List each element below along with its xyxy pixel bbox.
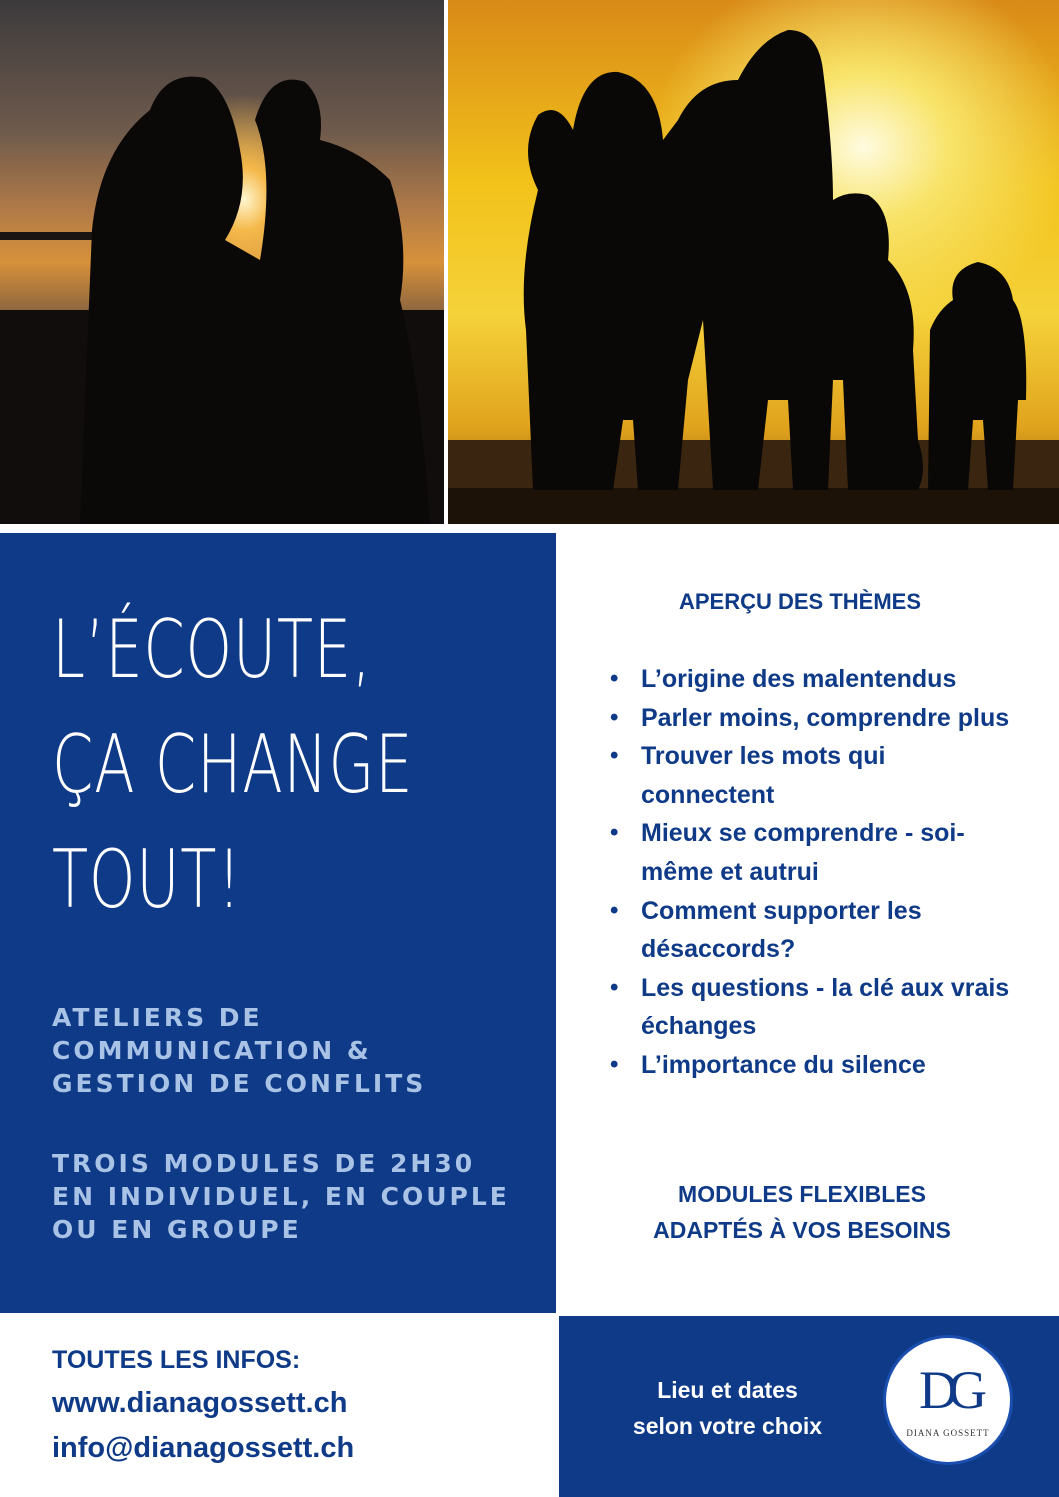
modules-line-3: OU EN GROUPE (52, 1215, 302, 1244)
themes-list (610, 660, 1010, 1085)
headline-line-1: L’ÉCOUTE, (52, 603, 372, 696)
logo-name: DIANA GOSSETT (906, 1428, 990, 1438)
location-text (605, 1372, 850, 1444)
flexible-line-1: MODULES FLEXIBLES (678, 1181, 926, 1207)
theme-item: • Parler moins, comprendre plus (610, 699, 1010, 738)
flexible-modules (600, 1176, 1004, 1248)
workshop-line-3: GESTION DE CONFLITS (52, 1069, 427, 1098)
workshop-subtitle (52, 1001, 426, 1100)
flexible-line-2: ADAPTÉS À VOS BESOINS (653, 1217, 951, 1243)
headline-line-3: TOUT! (52, 833, 242, 926)
workshop-line-2: COMMUNICATION & (52, 1036, 372, 1065)
theme-item: • Mieux se comprendre - soi-même et autrui (610, 814, 1010, 891)
theme-item: • Trouver les mots qui connectent (610, 737, 1010, 814)
contact-title: TOUTES LES INFOS: (52, 1346, 301, 1374)
website-link[interactable]: www.dianagossett.ch (52, 1387, 348, 1419)
email-link[interactable]: info@dianagossett.ch (52, 1432, 355, 1464)
themes-title: APERÇU DES THÈMES (678, 589, 922, 614)
modules-line-2: EN INDIVIDUEL, EN COUPLE (52, 1182, 510, 1211)
location-line-1: Lieu et dates (657, 1377, 798, 1403)
family-photo (448, 0, 1059, 524)
couple-photo (0, 0, 444, 524)
modules-line-1: TROIS MODULES DE 2H30 (52, 1149, 476, 1178)
theme-item: • Comment supporter les désaccords? (610, 892, 1010, 969)
location-line-2: selon votre choix (632, 1413, 823, 1439)
headline (52, 592, 414, 937)
logo-letters: DG (919, 1360, 977, 1420)
workshop-line-1: ATELIERS DE (52, 1003, 263, 1032)
theme-item: • L’importance du silence (610, 1046, 1010, 1085)
modules-subtitle (52, 1147, 510, 1246)
headline-line-2: ÇA CHANGE (52, 718, 414, 811)
theme-item: • L’origine des malentendus (610, 660, 1010, 699)
theme-item: • Les questions - la clé aux vrais échanges (610, 969, 1010, 1046)
diana-gossett-logo (886, 1338, 1010, 1462)
